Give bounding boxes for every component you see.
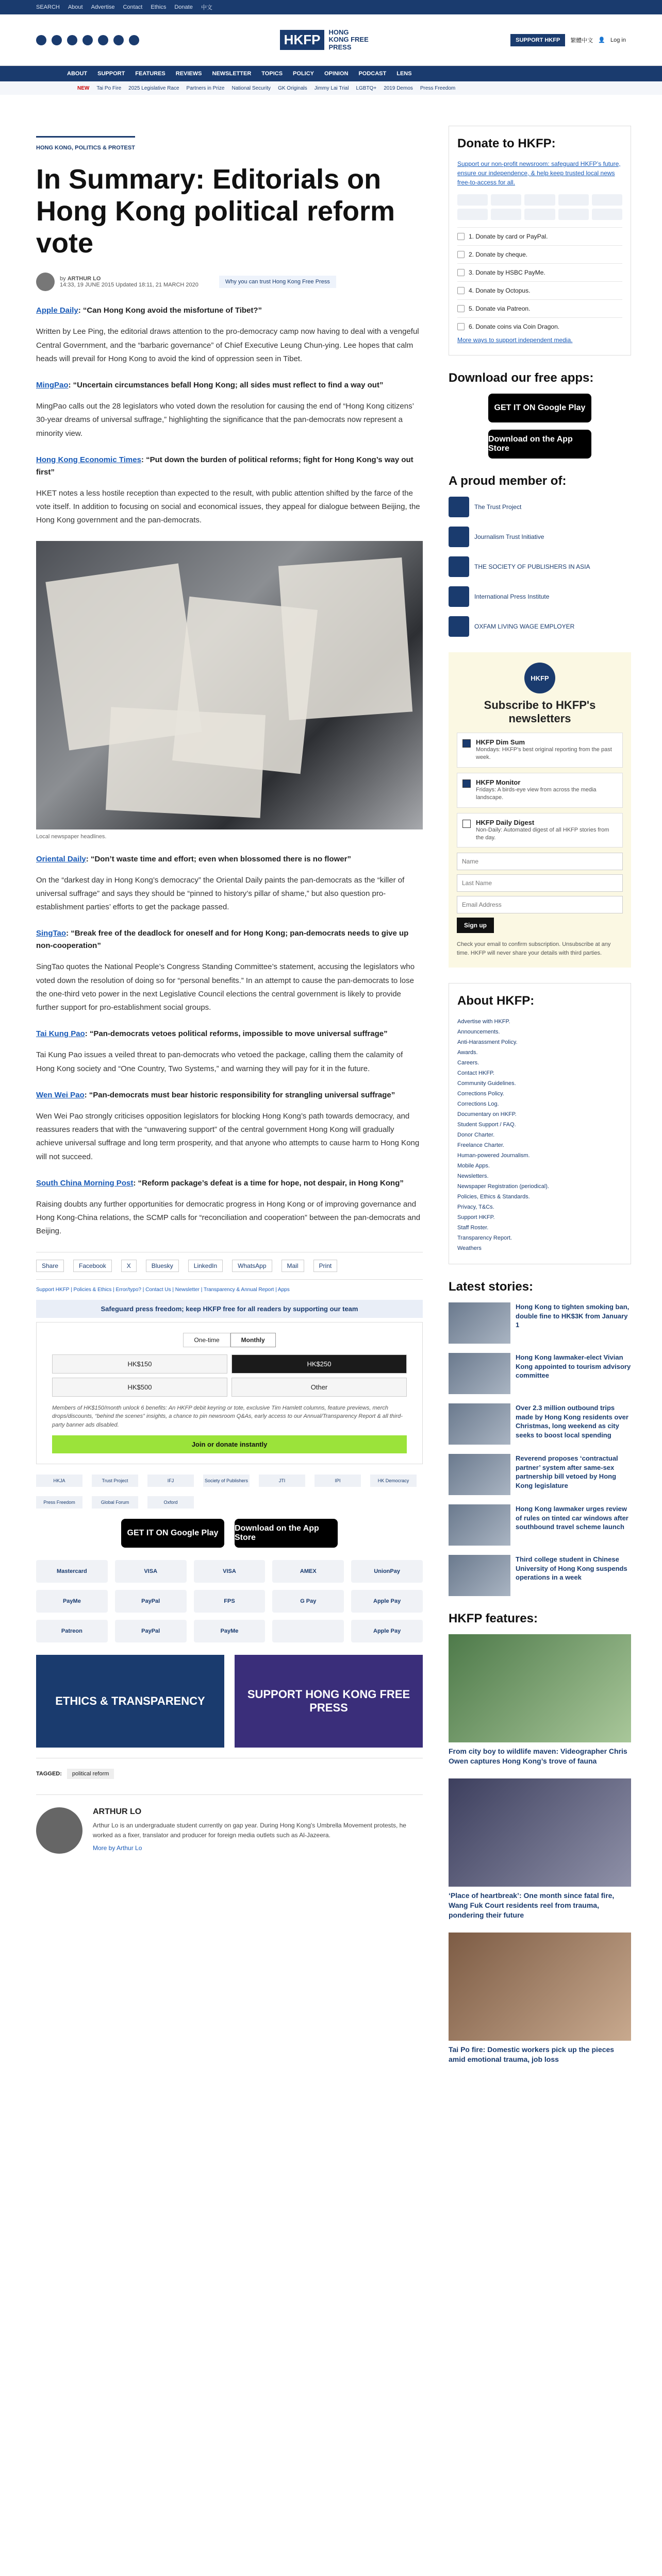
app-store-badges bbox=[36, 1519, 423, 1548]
about-link[interactable]: Student Support / FAQ. bbox=[457, 1122, 516, 1128]
about-link[interactable]: Community Guidelines. bbox=[457, 1080, 516, 1087]
author-box bbox=[36, 1794, 423, 1854]
about-link[interactable]: Weathers bbox=[457, 1245, 482, 1252]
share-facebook[interactable]: Facebook bbox=[73, 1260, 112, 1272]
editorial-headline: : “Break free of the deadlock for oneself and for Hong Kong; pan-democrats needs to give up non-cooperation” bbox=[36, 929, 409, 951]
share-x[interactable]: X bbox=[121, 1260, 137, 1272]
partner-logo[interactable]: HK Democracy bbox=[370, 1475, 417, 1487]
latest-story[interactable]: Over 2.3 million outbound trips made by Hong Kong residents over Christmas, long weekend as city seeks to boost local spending bbox=[449, 1403, 631, 1445]
editorial-headline: : “Put down the burden of political reforms; fight for Hong Kong’s way out first” bbox=[36, 455, 413, 477]
latest-story[interactable]: Hong Kong to tighten smoking ban, double fine to HK$3K from January 1 bbox=[449, 1302, 631, 1344]
photo-caption: Local newspaper headlines. bbox=[36, 833, 107, 840]
story-thumbnail bbox=[449, 1555, 510, 1596]
about-links bbox=[457, 1016, 622, 1253]
amex-icon bbox=[524, 194, 555, 206]
about-link[interactable]: Freelance Charter. bbox=[457, 1142, 505, 1149]
amount-option[interactable]: Other bbox=[231, 1378, 407, 1397]
jti-icon bbox=[449, 527, 469, 547]
monthly-option[interactable]: Monthly bbox=[230, 1333, 276, 1347]
publication-link[interactable]: Wen Wei Pao bbox=[36, 1090, 85, 1099]
newsletter-note: Check your email to confirm subscription. Unsubscribe at any time. HKFP will never share your details with third parties. bbox=[457, 941, 611, 956]
donate-option[interactable]: 6. Donate coins via Coin Dragon. bbox=[457, 317, 622, 335]
one-time-option[interactable]: One-time bbox=[183, 1333, 230, 1347]
oxfam-icon bbox=[449, 616, 469, 637]
payme-icon bbox=[457, 269, 465, 276]
share-linkedin[interactable]: LinkedIn bbox=[188, 1260, 223, 1272]
story-thumbnail bbox=[449, 1454, 510, 1495]
editorial-summary: HKET notes a less hostile reception than expected to the result, with public attention shifted by the farce of the vote itself. In addition to focusing on social and economical issues, they appeal for dialogue between Beijing, the Hong Kong government and the pan-democrats. bbox=[36, 488, 420, 525]
partner-logo[interactable]: JTI bbox=[259, 1475, 305, 1487]
editorial-section bbox=[36, 1089, 423, 1164]
payment-logo: AMEX bbox=[272, 1560, 344, 1583]
main-nav bbox=[0, 66, 662, 81]
nav-about[interactable]: ABOUT bbox=[67, 71, 88, 77]
about-link[interactable]: Documentary on HKFP. bbox=[457, 1111, 517, 1118]
amount-option[interactable]: HK$150 bbox=[52, 1354, 227, 1374]
donate-option[interactable]: 4. Donate by Octopus. bbox=[457, 281, 622, 299]
topbar-chinese[interactable]: 中文 bbox=[201, 5, 212, 11]
gpay-icon bbox=[524, 209, 555, 220]
about-title: About HKFP: bbox=[457, 994, 535, 1008]
about-link[interactable]: Newspaper Registration (periodical). bbox=[457, 1183, 549, 1190]
x-icon[interactable] bbox=[52, 35, 62, 45]
payme-icon bbox=[592, 194, 622, 206]
about-link[interactable]: Privacy, T&Cs. bbox=[457, 1204, 494, 1211]
author-link[interactable]: ARTHUR LO bbox=[67, 276, 101, 282]
payment-logo bbox=[272, 1620, 344, 1642]
join-button[interactable]: Join or donate instantly bbox=[52, 1435, 407, 1453]
partner-logo[interactable]: Press Freedom bbox=[36, 1496, 82, 1509]
more-by-author-link[interactable]: More by Arthur Lo bbox=[93, 1844, 142, 1852]
app-store-badge[interactable]: Download on the App Store bbox=[488, 430, 591, 459]
threads-icon[interactable] bbox=[98, 35, 108, 45]
donate-link[interactable]: Support our non-profit newsroom: safeguard HKFP’s future, ensure our independence, & help keep trusted local news free-to-access for all. bbox=[457, 160, 621, 186]
author-name[interactable]: ARTHUR LO bbox=[93, 1807, 142, 1817]
publication-link[interactable]: MingPao bbox=[36, 381, 69, 390]
article-category[interactable]: HONG KONG, POLITICS & PROTEST bbox=[36, 136, 135, 151]
newsletter-option[interactable]: HKFP Daily Digest Non-Daily: Automated digest of all HKFP stories from the day. bbox=[457, 813, 623, 848]
topbar-about[interactable]: About bbox=[68, 4, 83, 10]
story-thumbnail bbox=[449, 1302, 510, 1344]
topbar-contact[interactable]: Contact bbox=[123, 4, 143, 10]
share-mail[interactable]: Mail bbox=[282, 1260, 304, 1272]
nav-policy[interactable]: POLICY bbox=[293, 71, 314, 77]
publication-link[interactable]: Apple Daily bbox=[36, 306, 78, 315]
nav-podcast[interactable]: PODCAST bbox=[358, 71, 387, 77]
apps-section bbox=[449, 371, 631, 459]
about-link[interactable]: Corrections Policy. bbox=[457, 1091, 504, 1097]
paypal-icon bbox=[457, 209, 488, 220]
hkfp-logo: HKFP bbox=[524, 663, 555, 693]
header-actions bbox=[510, 34, 626, 46]
about-link[interactable]: Announcements. bbox=[457, 1029, 500, 1036]
editorial-section bbox=[36, 1177, 423, 1239]
trust-project-icon bbox=[449, 497, 469, 517]
rss-icon[interactable] bbox=[129, 35, 139, 45]
amount-option[interactable]: HK$500 bbox=[52, 1378, 227, 1397]
publication-link[interactable]: Tai Kung Pao bbox=[36, 1029, 85, 1039]
login-link[interactable]: Log in bbox=[610, 37, 626, 43]
editorial-summary: Tai Kung Pao issues a veiled threat to pan-democrats who vetoed the package, calling them the calamity of Hong Kong society and “One Country, Two Systems,” and warning they will pay for it in the future. bbox=[36, 1050, 403, 1073]
top-utility-bar bbox=[0, 0, 662, 14]
user-icon[interactable]: 👤 bbox=[598, 37, 606, 43]
payment-logo: PayMe bbox=[36, 1590, 108, 1613]
newsletter-option[interactable]: HKFP Monitor Fridays: A birds-eye view from across the media landscape. bbox=[457, 773, 623, 808]
publication-link[interactable]: South China Morning Post bbox=[36, 1178, 134, 1188]
checkbox-unchecked[interactable] bbox=[462, 820, 471, 828]
partner-logo[interactable]: IPI bbox=[315, 1475, 361, 1487]
trending-nav bbox=[0, 81, 662, 95]
feature-image bbox=[449, 1778, 631, 1887]
octopus-icon bbox=[457, 287, 465, 294]
payment-logo: PayMe bbox=[194, 1620, 266, 1642]
coin-icon bbox=[457, 323, 465, 330]
nav-lens[interactable]: LENS bbox=[396, 71, 412, 77]
payment-logo: Mastercard bbox=[36, 1560, 108, 1583]
support-banner[interactable]: Safeguard press freedom; keep HKFP free for all readers by supporting our team bbox=[36, 1300, 423, 1318]
about-link[interactable]: Donor Charter. bbox=[457, 1132, 495, 1139]
member-org[interactable]: OXFAM LIVING WAGE EMPLOYER bbox=[449, 616, 631, 637]
fps-icon bbox=[491, 209, 521, 220]
author-avatar bbox=[36, 273, 55, 291]
payment-logo: Patreon bbox=[36, 1620, 108, 1642]
payment-logo: Apple Pay bbox=[351, 1590, 423, 1613]
payment-logo: UnionPay bbox=[351, 1560, 423, 1583]
instagram-icon[interactable] bbox=[67, 35, 77, 45]
editorial-section bbox=[36, 304, 423, 366]
site-logo[interactable] bbox=[280, 29, 370, 51]
support-button[interactable]: SUPPORT HKFP bbox=[510, 34, 565, 46]
publication-link[interactable]: SingTao bbox=[36, 929, 67, 938]
ipi-icon bbox=[449, 586, 469, 607]
editorial-summary: SingTao quotes the National People’s Congress Standing Committee’s statement, accusing the legislators who voted down the resolution of doing so for “personal benefits.” In an attempt to cause the pan-democrats to lose the one-third veto power in the next Legislative Council elections the central government is likely to provide further support for pro-establishment social groups. bbox=[36, 962, 415, 1012]
trend-link[interactable]: 2025 Legislative Race bbox=[128, 85, 179, 91]
applepay-icon bbox=[558, 209, 589, 220]
payment-logo: G Pay bbox=[272, 1590, 344, 1613]
latest-story[interactable]: Third college student in Chinese University of Hong Kong suspends operations in a week bbox=[449, 1555, 631, 1596]
about-link[interactable]: Human-powered Journalism. bbox=[457, 1153, 530, 1159]
google-play-badge[interactable]: GET IT ON Google Play bbox=[121, 1519, 224, 1548]
payment-logo: FPS bbox=[194, 1590, 266, 1613]
donate-option[interactable]: 3. Donate by HSBC PayMe. bbox=[457, 263, 622, 281]
editorial-headline: : “Can Hong Kong avoid the misfortune of Tibet?” bbox=[78, 306, 262, 315]
member-org[interactable]: The Trust Project bbox=[449, 497, 631, 517]
support-promo-banner[interactable]: SUPPORT HONG KONG FREE PRESS bbox=[235, 1655, 423, 1748]
payment-logo: Apple Pay bbox=[351, 1620, 423, 1642]
social-links bbox=[36, 35, 139, 45]
about-link[interactable]: Support HKFP. bbox=[457, 1214, 495, 1221]
editorial-section bbox=[36, 927, 423, 1014]
unionpay-icon bbox=[558, 194, 589, 206]
story-thumbnail bbox=[449, 1403, 510, 1445]
member-org[interactable]: International Press Institute bbox=[449, 586, 631, 607]
editorial-section bbox=[36, 379, 423, 440]
member-of-section bbox=[449, 474, 631, 637]
payment-logo: PayPal bbox=[115, 1620, 187, 1642]
topbar-donate[interactable]: Donate bbox=[174, 4, 193, 10]
editorial-section bbox=[36, 454, 423, 528]
member-title: A proud member of: bbox=[449, 474, 567, 488]
share-bar bbox=[36, 1252, 423, 1280]
payment-icons bbox=[457, 194, 622, 220]
article-title: In Summary: Editorials on Hong Kong political reform vote bbox=[36, 164, 395, 259]
editorial-headline: : “Don’t waste time and effort; even when blossomed there is no flower” bbox=[86, 854, 351, 863]
donate-option[interactable]: 1. Donate by card or PayPal. bbox=[457, 227, 622, 245]
google-play-badge[interactable]: GET IT ON Google Play bbox=[488, 394, 591, 422]
donation-widget bbox=[36, 1322, 423, 1465]
visa-icon bbox=[491, 194, 521, 206]
donate-title: Donate to HKFP: bbox=[457, 137, 556, 150]
app-store-badge[interactable]: Download on the App Store bbox=[235, 1519, 338, 1548]
last-name-field[interactable] bbox=[457, 874, 623, 892]
editorial-summary: Wen Wei Pao strongly criticises opposition legislators for blocking Hong Kong’s path towards democracy, and reassures readers that with the “unwavering support” of the central government Hong Kong will gradually achieve universal suffrage and long term prosperity, and that anyone who attempts to cause harm to Hong Kong will not succeed. bbox=[36, 1111, 420, 1161]
amount-options bbox=[52, 1354, 407, 1397]
article-dates: 14:33, 19 JUNE 2015 Updated 18:11, 21 MARCH 2020 bbox=[60, 282, 198, 289]
share-print[interactable]: Print bbox=[313, 1260, 338, 1272]
partner-logo[interactable]: Global Forum bbox=[92, 1496, 138, 1509]
feature-image bbox=[449, 1933, 631, 2041]
sidebar bbox=[449, 126, 631, 2077]
share-label: Share bbox=[36, 1260, 64, 1272]
cheque-icon bbox=[457, 251, 465, 258]
frequency-toggle bbox=[52, 1333, 407, 1347]
tags bbox=[36, 1758, 423, 1779]
signup-button[interactable]: Sign up bbox=[457, 918, 494, 933]
publication-link[interactable]: Hong Kong Economic Times bbox=[36, 455, 141, 464]
newsletter-signup bbox=[449, 652, 631, 968]
donate-box bbox=[449, 126, 631, 355]
byline bbox=[36, 273, 423, 291]
byline-prefix: by bbox=[60, 276, 66, 282]
story-thumbnail bbox=[449, 1353, 510, 1394]
payment-logo: VISA bbox=[194, 1560, 266, 1583]
topbar-ethics[interactable]: Ethics bbox=[151, 4, 167, 10]
trend-link[interactable]: National Security bbox=[231, 85, 271, 91]
member-benefits: Members of HK$150/month unlock 6 benefits: An HKFP debit keyring or tote, exclusive Tim Hamlett columns, feature previews, merch drops/discounts, “behind the scenes” insights, a chance to pin newsroom Q&As, early access to our Annual/Transparency Report & all third-party banner ads disabled. bbox=[52, 1404, 403, 1428]
mastercard-icon bbox=[457, 194, 488, 206]
donate-option[interactable]: 5. Donate via Patreon. bbox=[457, 299, 622, 317]
about-link[interactable]: Awards. bbox=[457, 1049, 478, 1056]
member-org[interactable]: THE SOCIETY OF PUBLISHERS IN ASIA bbox=[449, 556, 631, 577]
more-ways-link[interactable]: More ways to support independent media. bbox=[457, 336, 573, 344]
patreon-icon bbox=[457, 305, 465, 312]
apps-title: Download our free apps: bbox=[449, 371, 594, 385]
editorial-summary: Written by Lee Ping, the editorial draws attention to the pro-democracy camp now having to deal with a vengeful Central Government, and the “barbaric governance” of Chief Executive Leung Chun-ying. Lee hopes that calm heads will prevail for Hong Kong to avoid the kind of oppression seen in Tibet. bbox=[36, 327, 419, 363]
about-link[interactable]: Anti-Harassment Policy. bbox=[457, 1039, 518, 1046]
editorial-headline: : “Pan-democrats must bear historic responsibility for strangling universal suffrage” bbox=[84, 1090, 395, 1099]
nav-topics[interactable]: TOPICS bbox=[261, 71, 283, 77]
latest-story[interactable]: Reverend proposes ‘contractual partner’ system after same-sex partnership bill vetoed by Hong Kong legislature bbox=[449, 1454, 631, 1495]
youtube-icon[interactable] bbox=[82, 35, 93, 45]
name-field[interactable] bbox=[457, 853, 623, 870]
nav-features[interactable]: FEATURES bbox=[135, 71, 166, 77]
topbar-advertise[interactable]: Advertise bbox=[91, 4, 115, 10]
tag-link[interactable]: political reform bbox=[67, 1769, 114, 1779]
ethics-banner[interactable]: ETHICS & TRANSPARENCY bbox=[36, 1655, 224, 1748]
latest-story[interactable]: Hong Kong lawmaker urges review of rules on tinted car windows after southbound travel scheme launch bbox=[449, 1504, 631, 1546]
sopa-icon bbox=[449, 556, 469, 577]
site-header bbox=[0, 14, 662, 66]
feature-story[interactable]: From city boy to wildlife maven: Videographer Chris Owen captures Hong Kong’s trove of fauna bbox=[449, 1634, 631, 1766]
trend-link[interactable]: Press Freedom bbox=[420, 85, 456, 91]
nav-reviews[interactable]: REVIEWS bbox=[175, 71, 202, 77]
checkbox-checked[interactable] bbox=[462, 779, 471, 788]
facebook-icon[interactable] bbox=[36, 35, 46, 45]
nav-support[interactable]: SUPPORT bbox=[97, 71, 125, 77]
card-icon bbox=[457, 233, 465, 240]
about-link[interactable]: Transparency Report. bbox=[457, 1235, 512, 1242]
editorial-summary: On the “darkest day in Hong Kong’s democracy” the Oriental Daily paints the pan-democrats as the “killer of universal suffrage” and says they should be “pinned to history’s pillar of shame,” but also question pro-establishment parties’ efforts to get the package passed. bbox=[36, 875, 405, 912]
about-link[interactable]: Careers. bbox=[457, 1060, 479, 1066]
author-avatar bbox=[36, 1807, 82, 1854]
promo-banners bbox=[36, 1655, 423, 1748]
features-section bbox=[449, 1612, 631, 2064]
article bbox=[36, 126, 423, 2077]
new-badge: NEW bbox=[77, 85, 90, 91]
checkbox-checked[interactable] bbox=[462, 739, 471, 748]
feature-image bbox=[449, 1634, 631, 1742]
member-org[interactable]: Journalism Trust Initiative bbox=[449, 527, 631, 547]
share-whatsapp[interactable]: WhatsApp bbox=[232, 1260, 272, 1272]
trust-link[interactable]: Why you can trust Hong Kong Free Press bbox=[219, 276, 336, 288]
partner-logo[interactable]: Oxford bbox=[147, 1496, 194, 1509]
language-link[interactable]: 繁體中文 bbox=[570, 37, 593, 44]
editorial-section bbox=[36, 853, 423, 914]
trend-link[interactable]: Jimmy Lai Trial bbox=[314, 85, 349, 91]
editorial-summary: MingPao calls out the 28 legislators who voted down the resolution for causing the end of “Hong Kong citizens’ 30-year dreams of universal suffrage,” highlighting the significance that the pan-democrats now represent a minority view. bbox=[36, 402, 414, 438]
about-link[interactable]: Corrections Log. bbox=[457, 1101, 499, 1108]
patreon-icon bbox=[592, 209, 622, 220]
newspaper-photo bbox=[36, 541, 423, 829]
newsletter-title: Subscribe to HKFP's newsletters bbox=[484, 699, 596, 725]
page-body bbox=[0, 126, 662, 2077]
nav-newsletter[interactable]: NEWSLETTER bbox=[212, 71, 252, 77]
trend-link[interactable]: LGBTQ+ bbox=[356, 85, 377, 91]
about-link[interactable]: Policies, Ethics & Standards. bbox=[457, 1194, 530, 1200]
email-field[interactable] bbox=[457, 896, 623, 913]
payment-logo: PayPal bbox=[115, 1590, 187, 1613]
donate-options bbox=[457, 227, 622, 335]
publication-link[interactable]: Oriental Daily bbox=[36, 854, 86, 863]
trend-link[interactable]: GK Originals bbox=[278, 85, 307, 91]
topbar-search[interactable]: SEARCH bbox=[36, 4, 60, 10]
amount-option[interactable]: HK$250 bbox=[231, 1354, 407, 1374]
about-link[interactable]: Advertise with HKFP. bbox=[457, 1019, 510, 1025]
partner-logo[interactable]: Society of Publishers bbox=[203, 1475, 250, 1487]
editorial-headline: : “Pan-democrats vetoes political reforms, impossible to move universal suffrage” bbox=[85, 1029, 388, 1039]
features-title: HKFP features: bbox=[449, 1612, 538, 1626]
nav-opinion[interactable]: OPINION bbox=[324, 71, 349, 77]
partner-logo[interactable]: Trust Project bbox=[92, 1475, 138, 1487]
about-link[interactable]: Staff Roster. bbox=[457, 1225, 489, 1231]
about-box bbox=[449, 983, 631, 1264]
editorial-headline: : “Reform package’s defeat is a time for hope, not despair, in Hong Kong” bbox=[133, 1178, 404, 1188]
latest-title: Latest stories: bbox=[449, 1280, 534, 1294]
telegram-icon[interactable] bbox=[113, 35, 124, 45]
donate-option[interactable]: 2. Donate by cheque. bbox=[457, 245, 622, 263]
editorial-headline: : “Uncertain circumstances befall Hong Kong; all sides must reflect to find a way out” bbox=[68, 381, 384, 390]
latest-story[interactable]: Hong Kong lawmaker-elect Vivian Kong appointed to tourism advisory committee bbox=[449, 1353, 631, 1394]
trend-link[interactable]: Tai Po Fire bbox=[96, 85, 122, 91]
editorial-section bbox=[36, 1028, 423, 1076]
logo-mark: HKFP bbox=[280, 30, 325, 50]
story-thumbnail bbox=[449, 1504, 510, 1546]
about-link[interactable]: Mobile Apps. bbox=[457, 1163, 490, 1170]
tags-label: TAGGED: bbox=[36, 1771, 62, 1777]
about-link[interactable]: Newsletters. bbox=[457, 1173, 489, 1180]
trend-link[interactable]: Partners in Prize bbox=[186, 85, 225, 91]
logo-text: HONG KONG FREE PRESS bbox=[328, 28, 369, 51]
newsletter-option[interactable]: HKFP Dim Sum Mondays: HKFP's best original reporting from the past week. bbox=[457, 733, 623, 768]
article-footer-links[interactable]: Support HKFP | Policies & Ethics | Error/typo? | Contact Us | Newsletter | Transparency & Annual Report | Apps bbox=[36, 1286, 290, 1293]
partner-logos bbox=[36, 1475, 423, 1509]
payment-methods bbox=[36, 1560, 423, 1642]
latest-stories bbox=[449, 1280, 631, 1596]
share-bluesky[interactable]: Bluesky bbox=[146, 1260, 179, 1272]
feature-story[interactable]: Tai Po fire: Domestic workers pick up the pieces amid emotional trauma, job loss bbox=[449, 1933, 631, 2064]
about-link[interactable]: Contact HKFP. bbox=[457, 1070, 494, 1077]
trend-link[interactable]: 2019 Demos bbox=[384, 85, 413, 91]
partner-logo[interactable]: HKJA bbox=[36, 1475, 82, 1487]
editorial-summary: Raising doubts any further opportunities for democratic progress in Hong Kong or of improving governance and Hong Kong-China relations, the SCMP calls for “reconciliation and cooperation” between the pan-democrats and Beijing. bbox=[36, 1199, 421, 1236]
author-bio: Arthur Lo is an undergraduate student currently on gap year. During Hong Kong's Umbrella Movement protests, he worked as a fixer, translator and producer for foreign media outlets such as Al-Jazeera. bbox=[93, 1822, 406, 1839]
partner-logo[interactable]: IFJ bbox=[147, 1475, 194, 1487]
payment-logo: VISA bbox=[115, 1560, 187, 1583]
feature-story[interactable]: ‘Place of heartbreak’: One month since fatal fire, Wang Fuk Court residents reel from trauma, pondering their future bbox=[449, 1778, 631, 1920]
